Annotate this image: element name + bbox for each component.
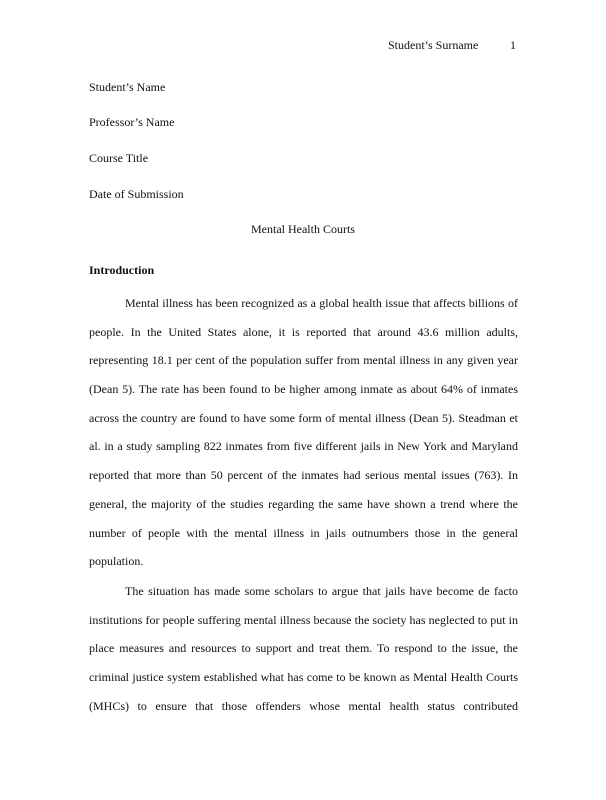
paragraph-line: people. In the United States alone, it is reported that around 43.6 million adults, [89, 324, 518, 339]
student-name: Student’s Name [89, 80, 166, 94]
paragraph-line: place measures and resources to support and treat them. To respond to the issue, the [89, 641, 518, 656]
paragraph-line: number of people with the mental illness in jails outnumbers those in the general [89, 525, 518, 540]
paragraph-line: (MHCs) to ensure that those offenders whose mental health status contributed [89, 698, 518, 713]
paragraph-line: institutions for people suffering mental illness because the society has neglected to put in [89, 612, 518, 627]
course-title: Course Title [89, 151, 149, 165]
paragraph-line: general, the majority of the studies regarding the same have shown a trend where the [89, 496, 518, 511]
section-heading: Introduction [89, 263, 155, 277]
paragraph-line: (Dean 5). The rate has been found to be higher among inmate as about 64% of inmates [89, 382, 518, 397]
paragraph-1 [89, 295, 518, 582]
paragraph-line: al. in a study sampling 822 inmates from five different jails in New York and Maryland [89, 439, 518, 454]
paragraph-line: across the country are found to have some form of mental illness (Dean 5). Steadman et [89, 410, 518, 425]
professor-name: Professor’s Name [89, 115, 175, 129]
paragraph-line: population. [89, 554, 144, 569]
paragraph-2 [89, 583, 518, 726]
submission-date: Date of Submission [89, 187, 184, 201]
paragraph-line: criminal justice system established what has come to be known as Mental Health Courts [89, 670, 518, 685]
paragraph-line: reported that more than 50 percent of the inmates had serious mental issues (763). In [89, 468, 518, 483]
page-header [0, 37, 606, 53]
header-surname: Student’s Surname [388, 38, 479, 52]
header-page-number: 1 [510, 38, 516, 52]
paragraph-line: Mental illness has been recognized as a global health issue that affects billions of [125, 296, 518, 310]
paragraph-line: representing 18.1 per cent of the population suffer from mental illness in any given year [89, 353, 518, 368]
paper-title: Mental Health Courts [251, 222, 355, 236]
paragraph-line: The situation has made some scholars to argue that jails have become de facto [125, 584, 518, 598]
